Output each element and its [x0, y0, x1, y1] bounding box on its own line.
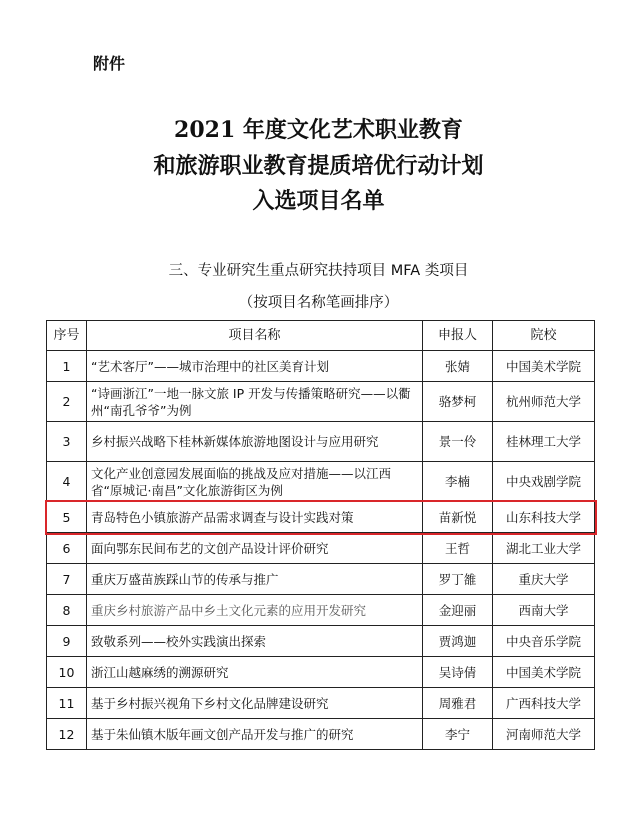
row-number: 8 [47, 595, 87, 626]
table-row [47, 595, 595, 626]
row-number: 10 [47, 657, 87, 688]
title-line-2: 和旅游职业教育提质培优行动计划 [153, 153, 484, 179]
row-project-name: 青岛特色小镇旅游产品需求调查与设计实践对策 [87, 502, 423, 533]
sort-note: （按项目名称笔画排序） [238, 295, 399, 311]
row-number: 4 [47, 462, 87, 502]
row-school: 中国美术学院 [493, 657, 595, 688]
title-line-3: 入选项目名单 [252, 188, 385, 214]
row-project-name: 面向鄂东民间布艺的文创产品设计评价研究 [87, 533, 423, 564]
header-applicant: 申报人 [423, 321, 493, 351]
header-number: 序号 [47, 321, 87, 351]
row-applicant: 吴诗倩 [423, 657, 493, 688]
row-applicant: 王哲 [423, 533, 493, 564]
row-applicant: 张婧 [423, 351, 493, 382]
row-applicant: 贾鸿迦 [423, 626, 493, 657]
table-row [47, 719, 595, 750]
row-project-name: “诗画浙江”一地一脉文旅 IP 开发与传播策略研究——以衢州“南孔爷爷”为例 [87, 382, 423, 422]
row-school: 中国美术学院 [493, 351, 595, 382]
row-school: 山东科技大学 [493, 502, 595, 533]
row-school: 河南师范大学 [493, 719, 595, 750]
row-school: 中央戏剧学院 [493, 462, 595, 502]
row-project-name: 重庆乡村旅游产品中乡土文化元素的应用开发研究 [87, 595, 423, 626]
table-row [47, 462, 595, 502]
row-applicant: 景一伶 [423, 422, 493, 462]
table-row [47, 382, 595, 422]
section-title: 三、专业研究生重点研究扶持项目 MFA 类项目 [168, 263, 469, 279]
row-school: 广西科技大学 [493, 688, 595, 719]
header-project-name: 项目名称 [87, 321, 423, 351]
row-number: 7 [47, 564, 87, 595]
table-row [47, 688, 595, 719]
row-project-name: 基于朱仙镇木版年画文创产品开发与推广的研究 [87, 719, 423, 750]
row-applicant: 周雅君 [423, 688, 493, 719]
table-header-row [47, 321, 595, 351]
row-applicant: 李宁 [423, 719, 493, 750]
row-project-name: 致敬系列——校外实践演出探索 [87, 626, 423, 657]
row-applicant: 金迎丽 [423, 595, 493, 626]
row-number: 1 [47, 351, 87, 382]
row-number: 2 [47, 382, 87, 422]
row-school: 桂林理工大学 [493, 422, 595, 462]
table-row [47, 351, 595, 382]
row-applicant: 李楠 [423, 462, 493, 502]
row-project-name: 重庆万盛苗族踩山节的传承与推广 [87, 564, 423, 595]
row-number: 6 [47, 533, 87, 564]
table-row [47, 564, 595, 595]
highlight-box [45, 500, 597, 535]
row-project-name: 乡村振兴战略下桂林新媒体旅游地图设计与应用研究 [87, 422, 423, 462]
title-line-1: 2021 年度文化艺术职业教育 [174, 117, 463, 143]
table-row [47, 626, 595, 657]
table-row [47, 422, 595, 462]
table-row [47, 533, 595, 564]
row-project-name: 浙江山越麻绣的溯源研究 [87, 657, 423, 688]
table-row [47, 657, 595, 688]
row-project-name: “艺术客厅”——城市治理中的社区美育计划 [87, 351, 423, 382]
row-school: 西南大学 [493, 595, 595, 626]
row-school: 湖北工业大学 [493, 533, 595, 564]
header-school: 院校 [493, 321, 595, 351]
row-number: 12 [47, 719, 87, 750]
row-applicant: 罗丁雒 [423, 564, 493, 595]
row-number: 9 [47, 626, 87, 657]
attachment-label: 附件 [93, 54, 126, 73]
row-number: 5 [47, 502, 87, 533]
row-school: 杭州师范大学 [493, 382, 595, 422]
row-applicant: 骆梦柯 [423, 382, 493, 422]
project-table [46, 320, 595, 750]
row-number: 3 [47, 422, 87, 462]
row-project-name: 文化产业创意园发展面临的挑战及应对措施——以江西省“原城记·南昌”文化旅游街区为例 [87, 462, 423, 502]
row-school: 重庆大学 [493, 564, 595, 595]
row-school: 中央音乐学院 [493, 626, 595, 657]
row-applicant: 苗新悦 [423, 502, 493, 533]
row-project-name: 基于乡村振兴视角下乡村文化品牌建设研究 [87, 688, 423, 719]
row-number: 11 [47, 688, 87, 719]
